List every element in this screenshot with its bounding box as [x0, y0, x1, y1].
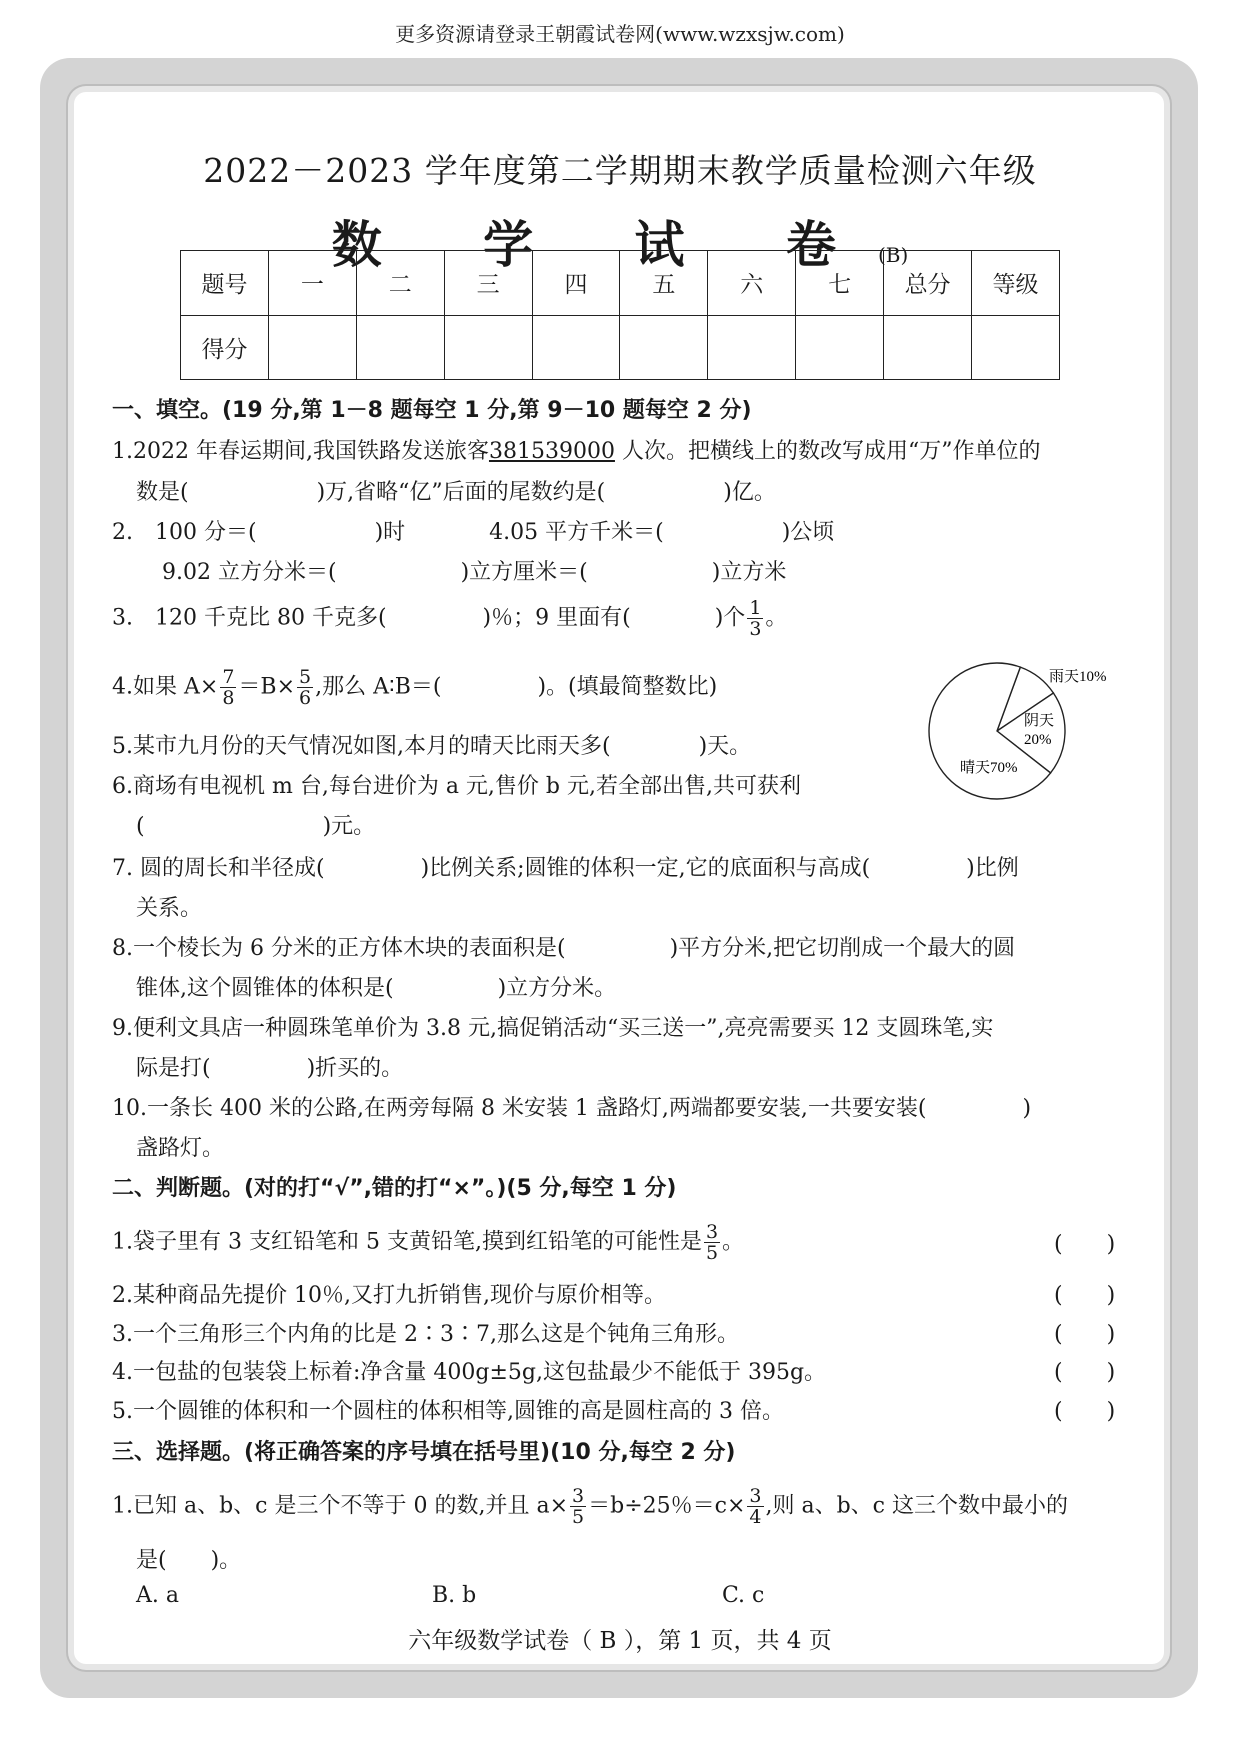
text: ,则 a、b、c 这三个数中最小的 — [765, 1493, 1069, 1519]
exam-subtitle: 2022－2023 学年度第二学期期末教学质量检测六年级 — [203, 151, 1037, 190]
text: 人次。把横线上的数改写成用“万”作单位的 — [621, 439, 1041, 464]
s1-question-2-line2 — [162, 555, 786, 586]
s1-question-9: 9.便利文具店一种圆珠笔单价为 3.8 元,搞促销活动“买三送一”,亮亮需要买 12 支圆珠笔,实 — [112, 1016, 994, 1041]
s2-question-4: 4.一包盐的包装袋上标着:净含量 400g±5g,这包盐最少不能低于 395g。 — [112, 1360, 827, 1385]
section3-heading: 三、选择题。(将正确答案的序号填在括号里)(10 分,每空 2 分) — [112, 1440, 736, 1465]
numerator: 3 — [749, 1485, 762, 1507]
score-cell[interactable] — [444, 315, 532, 380]
denominator: 5 — [572, 1506, 585, 1528]
s1-question-1 — [112, 434, 1040, 465]
s1-question-2 — [112, 515, 834, 546]
s3-question-1 — [112, 1486, 1068, 1527]
text: )折买的。 — [306, 1056, 404, 1081]
pie-label-sunny: 晴天70% — [960, 760, 1018, 776]
text: 1.2022 年春运期间,我国铁路发送旅客 — [112, 439, 489, 464]
score-cell[interactable] — [884, 315, 972, 380]
score-cell[interactable] — [268, 315, 356, 380]
text: )比例 — [966, 856, 1019, 881]
text: 1.袋子里有 3 支红铅笔和 5 支黄铅笔,摸到红铅笔的可能性是 — [112, 1229, 702, 1255]
text: 3. 120 千克比 80 千克多( — [112, 605, 387, 631]
option-a[interactable]: A. a — [136, 1583, 179, 1608]
denominator: 5 — [705, 1242, 719, 1264]
text: )万,省略“亿”后面的尾数约是( — [316, 480, 606, 505]
weather-pie-chart — [926, 656, 1126, 806]
score-cell[interactable] — [356, 315, 444, 380]
s1-question-8 — [112, 931, 1015, 962]
fraction — [570, 1486, 586, 1527]
section2-heading: 二、判断题。(对的打“√”,错的打“×”。)(5 分,每空 1 分) — [112, 1176, 677, 1201]
text: ) — [1022, 1096, 1032, 1121]
score-cell[interactable] — [796, 315, 884, 380]
numerator: 3 — [705, 1221, 719, 1243]
score-cell[interactable] — [532, 315, 620, 380]
text: )个 — [714, 605, 746, 631]
text: ＝B× — [238, 674, 296, 700]
text: ＝b÷25％＝c× — [588, 1493, 746, 1519]
s1-question-5 — [112, 729, 751, 760]
text: )立方分米。 — [497, 976, 617, 1001]
s1-question-8-line2 — [136, 971, 616, 1002]
score-table — [180, 250, 1060, 380]
judge-answer-bracket[interactable]: ( ) — [1054, 1360, 1116, 1385]
denominator: 3 — [749, 618, 762, 640]
denominator: 6 — [299, 687, 312, 709]
numerator: 7 — [222, 666, 235, 688]
score-header-cell: 总分 — [884, 251, 972, 316]
text: 4.如果 A× — [112, 674, 219, 700]
text: 1.已知 a、b、c 是三个不等于 0 的数,并且 a× — [112, 1493, 569, 1519]
denominator: 4 — [749, 1506, 762, 1528]
score-header-cell: 题号 — [181, 251, 269, 316]
text: )天。 — [698, 734, 752, 759]
option-b[interactable]: B. b — [432, 1583, 477, 1608]
text: )时 — [374, 520, 406, 545]
option-c[interactable]: C. c — [722, 1583, 765, 1608]
s1-question-6-line2 — [136, 809, 375, 840]
score-header-cell: 三 — [444, 251, 532, 316]
exam-title-text: 数 学 试 卷 — [331, 215, 878, 274]
text: 8.一个棱长为 6 分米的正方体木块的表面积是( — [112, 936, 566, 961]
pie-slices — [929, 663, 1065, 799]
text: )元。 — [322, 814, 376, 839]
s1-question-6: 6.商场有电视机 m 台,每台进价为 a 元,售价 b 元,若全部出售,共可获利 — [112, 774, 801, 799]
s1-question-9-line2 — [136, 1051, 403, 1082]
text: 。 — [765, 605, 788, 631]
text: 际是打( — [136, 1056, 211, 1081]
text: )。(填最简整数比) — [537, 674, 718, 700]
text: 7. 圆的周长和半径成( — [112, 856, 325, 881]
text: 。 — [722, 1229, 745, 1255]
score-header-cell: 等级 — [972, 251, 1060, 316]
exam-variant: (B) — [877, 243, 909, 267]
score-header-cell: 七 — [796, 251, 884, 316]
text: )亿。 — [723, 480, 776, 505]
fraction — [747, 598, 763, 639]
score-header-cell: 五 — [620, 251, 708, 316]
judge-answer-bracket[interactable]: ( ) — [1054, 1322, 1116, 1347]
text: )比例关系;圆锥的体积一定,它的底面积与高成( — [420, 856, 871, 881]
s1-question-10 — [112, 1091, 1031, 1122]
score-cell[interactable] — [972, 315, 1060, 380]
text: )立方米 — [711, 560, 787, 585]
score-header-cell: 二 — [356, 251, 444, 316]
s1-question-10-line2: 盏路灯。 — [136, 1136, 225, 1161]
score-cell[interactable] — [708, 315, 796, 380]
underlined-number: 381539000 — [488, 439, 615, 464]
s2-question-1 — [112, 1222, 744, 1263]
judge-answer-bracket[interactable]: ( ) — [1054, 1399, 1116, 1424]
numerator: 3 — [572, 1485, 585, 1507]
numerator: 5 — [299, 666, 312, 688]
text: )公顷 — [781, 520, 835, 545]
score-row-label: 得分 — [181, 315, 269, 380]
text: 4.05 平方千米＝( — [489, 520, 664, 545]
text: )平方分米,把它切削成一个最大的圆 — [669, 936, 1016, 961]
text: )立方厘米＝( — [460, 560, 588, 585]
s1-question-3 — [112, 598, 787, 639]
s1-question-1-line2 — [136, 475, 776, 506]
text: 10.一条长 400 米的公路,在两旁每隔 8 米安装 1 盏路灯,两端都要安装,一共要安装( — [112, 1096, 927, 1121]
score-header-cell: 一 — [268, 251, 356, 316]
s1-question-7 — [112, 851, 1019, 882]
text: ( — [136, 814, 145, 839]
s1-question-4 — [112, 667, 717, 708]
text: )％；9 里面有( — [482, 605, 631, 631]
fraction — [704, 1222, 720, 1263]
pie-label-cloudy-value: 20% — [1024, 732, 1052, 748]
score-table-header-row — [181, 251, 1060, 316]
score-header-cell: 四 — [532, 251, 620, 316]
text: 9.02 立方分米＝( — [162, 560, 337, 585]
text: ,那么 A∶B＝( — [315, 674, 442, 700]
fraction — [297, 667, 313, 708]
s2-question-2: 2.某种商品先提价 10％,又打九折销售,现价与原价相等。 — [112, 1283, 666, 1308]
fraction — [747, 1486, 763, 1527]
text: 数是( — [136, 480, 189, 505]
text: 锥体,这个圆锥体的体积是( — [136, 976, 394, 1001]
section1-heading: 一、填空。(19 分,第 1－8 题每空 1 分,第 9－10 题每空 2 分) — [112, 398, 752, 423]
score-cell[interactable] — [620, 315, 708, 380]
score-table-score-row — [181, 315, 1060, 380]
text: 2. 100 分＝( — [112, 520, 257, 545]
website-note: 更多资源请登录王朝霞试卷网(www.wzxsjw.com) — [395, 22, 845, 46]
s2-question-3: 3.一个三角形三个内角的比是 2∶3∶7,那么这是个钝角三角形。 — [112, 1322, 739, 1347]
text: 5.某市九月份的天气情况如图,本月的晴天比雨天多( — [112, 734, 611, 759]
score-header-cell: 六 — [708, 251, 796, 316]
numerator: 1 — [749, 597, 762, 619]
judge-answer-bracket[interactable]: ( ) — [1054, 1283, 1116, 1308]
s1-question-7-line2: 关系。 — [136, 896, 203, 921]
judge-answer-bracket[interactable]: ( ) — [1054, 1232, 1116, 1257]
pie-label-cloudy: 阴天 — [1024, 713, 1055, 729]
s2-question-5: 5.一个圆锥的体积和一个圆柱的体积相等,圆锥的高是圆柱高的 3 倍。 — [112, 1399, 784, 1424]
pie-label-rain: 雨天10% — [1049, 669, 1107, 685]
page-footer: 六年级数学试卷（ B ），第 1 页，共 4 页 — [408, 1628, 832, 1654]
denominator: 8 — [222, 687, 235, 709]
s3-question-1-line2: 是( )。 — [136, 1548, 242, 1573]
fraction — [220, 667, 236, 708]
